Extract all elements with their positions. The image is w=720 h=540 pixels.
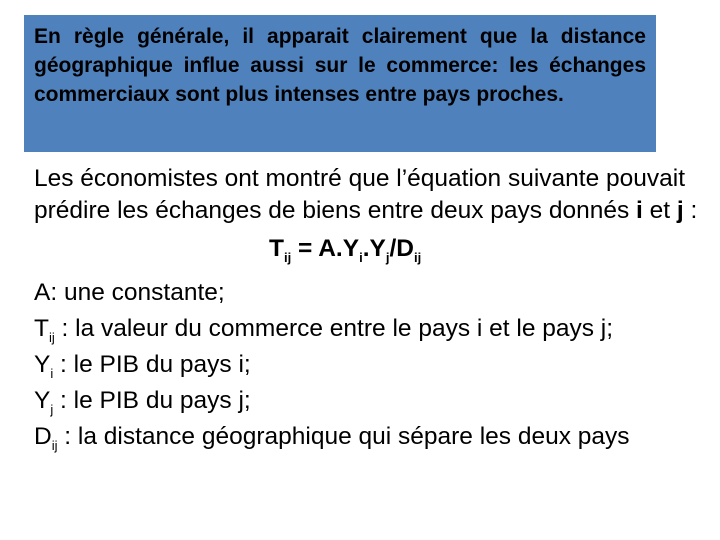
definition-item	[34, 383, 704, 419]
def-text: : la distance géographique qui sépare les deux pays	[57, 423, 630, 450]
intro-text: Les économistes ont montré que l’équation suivante pouvait prédire les échanges de biens entre deux pays donnés	[34, 165, 686, 224]
definition-item	[34, 419, 704, 455]
def-subscript: ij	[48, 330, 55, 345]
def-subscript: ij	[51, 438, 58, 453]
var-i: i	[636, 197, 643, 224]
def-symbol: Y	[34, 351, 51, 378]
def-text: : le PIB du pays i;	[53, 351, 251, 378]
eq-d: /D	[389, 235, 414, 262]
intro-conj: et	[642, 197, 677, 224]
eq-yj-sub: j	[385, 250, 390, 265]
gravity-equation	[34, 233, 704, 265]
definition-item	[34, 347, 704, 383]
eq-yi-sub: i	[359, 250, 363, 265]
def-text: : la valeur du commerce entre le pays i et le pays j;	[54, 315, 614, 342]
eq-d-sub: ij	[413, 250, 422, 265]
def-text: : le PIB du pays j;	[53, 387, 251, 414]
def-text: : une constante;	[50, 279, 225, 306]
def-symbol: Y	[34, 387, 51, 414]
def-subscript: j	[50, 402, 54, 417]
eq-t-sub: ij	[283, 250, 292, 265]
highlight-text: En règle générale, il apparait clairement que la distance géographique influe aussi sur le commerce: les échanges commerciaux sont plus intenses entre pays proches.	[34, 25, 646, 106]
intro-paragraph	[34, 163, 704, 227]
definition-item	[34, 275, 704, 311]
definitions-list	[34, 275, 704, 455]
eq-t: T	[269, 235, 284, 262]
definition-item	[34, 311, 704, 347]
eq-y: .Y	[362, 235, 386, 262]
highlight-box	[24, 15, 656, 152]
eq-a-y: = A.Y	[291, 235, 360, 262]
main-content	[34, 163, 704, 455]
def-symbol: A	[34, 279, 51, 306]
def-symbol: D	[34, 423, 52, 450]
intro-end: :	[683, 197, 698, 224]
var-j: j	[676, 197, 684, 224]
def-symbol: T	[34, 315, 49, 342]
def-subscript: i	[50, 366, 54, 381]
